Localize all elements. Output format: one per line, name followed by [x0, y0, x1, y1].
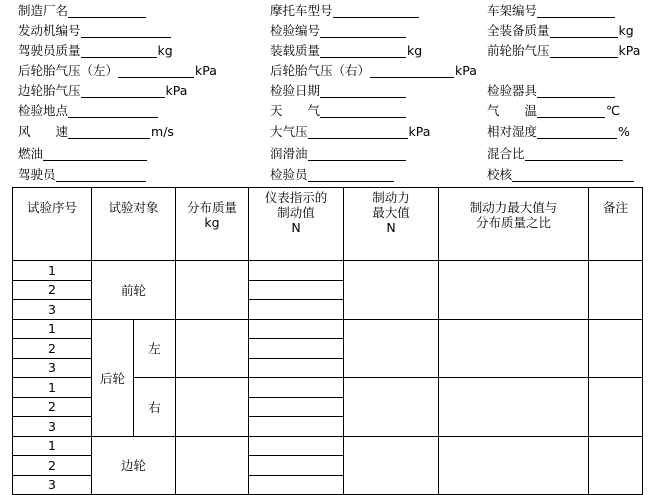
header-seq: 试验序号: [13, 188, 92, 261]
form-field: [487, 124, 630, 139]
field-label: 边轮胎气压: [18, 83, 81, 98]
field-blank[interactable]: [68, 3, 146, 18]
field-label: 制造厂名: [18, 3, 69, 18]
form-row: [0, 146, 655, 166]
indicated-cell[interactable]: [249, 300, 344, 320]
table-row: [13, 436, 643, 456]
field-blank[interactable]: [308, 124, 408, 139]
header-indicated-line: 制动值: [277, 205, 315, 220]
seq-cell: 3: [13, 417, 92, 437]
field-label: 摩托车型号: [270, 3, 333, 18]
table-header-row: [13, 188, 643, 261]
form-field: [487, 43, 640, 58]
form-field: [487, 146, 623, 161]
seq-cell: 3: [13, 300, 92, 320]
field-label: 装载质量: [270, 43, 321, 58]
max-cell[interactable]: [344, 319, 439, 378]
field-blank[interactable]: [370, 63, 454, 78]
form-row: [0, 83, 655, 103]
field-unit: kPa: [195, 63, 217, 78]
mass-cell[interactable]: [176, 261, 249, 320]
header-object: 试验对象: [92, 188, 176, 261]
form-field: [18, 103, 158, 118]
field-blank[interactable]: [320, 43, 406, 58]
header-max: [344, 188, 439, 261]
form-field: [270, 124, 430, 139]
table-row: [13, 319, 643, 339]
indicated-cell[interactable]: [249, 280, 344, 300]
form-field: [270, 167, 394, 182]
field-label: 气 温: [487, 103, 538, 118]
form-field: [18, 124, 174, 139]
form-row: [0, 63, 655, 83]
field-label: 后轮胎气压（左）: [18, 63, 119, 78]
form-field: [270, 83, 406, 98]
indicated-cell[interactable]: [249, 397, 344, 417]
field-label: 驾驶员质量: [18, 43, 81, 58]
field-blank[interactable]: [320, 103, 406, 118]
object-rear-left: 左: [134, 319, 176, 378]
field-blank[interactable]: [537, 3, 615, 18]
form-row: [0, 167, 655, 187]
header-mass-unit: kg: [204, 215, 220, 230]
indicated-cell[interactable]: [249, 339, 344, 359]
field-blank[interactable]: [118, 63, 194, 78]
indicated-cell[interactable]: [249, 475, 344, 495]
header-max-unit: N: [386, 220, 396, 235]
field-unit: kPa: [165, 83, 188, 98]
field-blank[interactable]: [512, 167, 634, 182]
form-field: [18, 63, 217, 78]
field-blank[interactable]: [320, 83, 406, 98]
field-blank[interactable]: [333, 3, 419, 18]
form-field: [18, 23, 171, 38]
field-blank[interactable]: [56, 167, 146, 182]
seq-cell: 1: [13, 261, 92, 281]
remark-cell[interactable]: [589, 378, 643, 437]
form-field: [18, 3, 146, 18]
form-field: [270, 146, 406, 161]
field-label: 检验日期: [270, 83, 321, 98]
field-label: 燃油: [18, 146, 44, 161]
field-blank[interactable]: [537, 124, 617, 139]
form-field: [18, 146, 147, 161]
field-label: 后轮胎气压（右）: [270, 63, 371, 78]
header-ratio-line: 制动力最大值与: [469, 200, 558, 215]
form-field: [487, 23, 634, 38]
seq-cell: 2: [13, 339, 92, 359]
field-label: 发动机编号: [18, 23, 81, 38]
field-blank[interactable]: [525, 146, 623, 161]
field-blank[interactable]: [550, 43, 618, 58]
field-label: 检验员: [270, 167, 308, 182]
max-cell[interactable]: [344, 378, 439, 437]
seq-cell: 3: [13, 475, 92, 495]
field-label: 驾驶员: [18, 167, 56, 182]
brake-test-table: [12, 187, 643, 495]
form-field: [270, 103, 406, 118]
indicated-cell[interactable]: [249, 417, 344, 437]
indicated-cell[interactable]: [249, 358, 344, 378]
form-field: [487, 83, 615, 98]
field-unit: kg: [618, 23, 634, 38]
header-indicated-unit: N: [291, 220, 301, 235]
field-label: 润滑油: [270, 146, 308, 161]
form-row: [0, 103, 655, 123]
remark-cell[interactable]: [589, 261, 643, 320]
field-label: 检验器具: [487, 83, 538, 98]
field-label: 天 气: [270, 103, 321, 118]
field-unit: kPa: [455, 63, 477, 78]
field-label: 全装备质量: [487, 23, 550, 38]
object-rear: 后轮: [92, 319, 134, 436]
header-indicated-line: 仪表指示的: [264, 190, 328, 205]
form-field: [18, 83, 187, 98]
ratio-cell[interactable]: [439, 436, 589, 495]
header-max-line: 最大值: [372, 205, 410, 220]
form-row: [0, 43, 655, 63]
field-blank[interactable]: [68, 124, 150, 139]
form-field: [487, 3, 615, 18]
ratio-cell[interactable]: [439, 261, 589, 320]
field-label: 检验编号: [270, 23, 321, 38]
form-row: [0, 3, 655, 23]
field-unit: %: [618, 124, 630, 139]
mass-cell[interactable]: [176, 436, 249, 495]
max-cell[interactable]: [344, 261, 439, 320]
seq-cell: 2: [13, 456, 92, 476]
seq-cell: 1: [13, 319, 92, 339]
field-blank[interactable]: [81, 83, 165, 98]
field-unit: kg: [407, 43, 423, 58]
header-mass-line: 分布质量: [187, 200, 238, 215]
field-blank[interactable]: [537, 83, 615, 98]
remark-cell[interactable]: [589, 319, 643, 378]
field-blank[interactable]: [308, 167, 394, 182]
field-label: 检验地点: [18, 103, 69, 118]
field-blank[interactable]: [81, 23, 171, 38]
field-label: 车架编号: [487, 3, 538, 18]
indicated-cell[interactable]: [249, 378, 344, 398]
header-mass: [176, 188, 249, 261]
field-label: 大气压: [270, 124, 308, 139]
field-blank[interactable]: [81, 43, 157, 58]
field-unit: ℃: [606, 103, 621, 118]
ratio-cell[interactable]: [439, 378, 589, 437]
form-field: [270, 23, 406, 38]
field-label: 风 速: [18, 124, 69, 139]
max-cell[interactable]: [344, 436, 439, 495]
field-unit: m/s: [151, 124, 174, 139]
field-unit: kPa: [408, 124, 431, 139]
form-row: [0, 124, 655, 144]
field-blank[interactable]: [320, 23, 406, 38]
field-blank[interactable]: [537, 103, 605, 118]
object-front: 前轮: [92, 261, 176, 320]
field-blank[interactable]: [550, 23, 618, 38]
indicated-cell[interactable]: [249, 436, 344, 456]
field-unit: kPa: [618, 43, 641, 58]
object-side: 边轮: [92, 436, 176, 495]
field-label: 前轮胎气压: [487, 43, 550, 58]
indicated-cell[interactable]: [249, 319, 344, 339]
seq-cell: 3: [13, 358, 92, 378]
form-field: [270, 3, 419, 18]
object-rear-right: 右: [134, 378, 176, 437]
field-label: 相对湿度: [487, 124, 538, 139]
indicated-cell[interactable]: [249, 261, 344, 281]
form-field: [18, 167, 146, 182]
remark-cell[interactable]: [589, 436, 643, 495]
field-unit: kg: [157, 43, 173, 58]
header-indicated: [249, 188, 344, 261]
header-ratio-line: 分布质量之比: [476, 215, 552, 230]
form-field: [487, 103, 620, 118]
indicated-cell[interactable]: [249, 456, 344, 476]
seq-cell: 1: [13, 436, 92, 456]
seq-cell: 2: [13, 280, 92, 300]
field-blank[interactable]: [308, 146, 406, 161]
form-field: [270, 43, 422, 58]
field-blank[interactable]: [68, 103, 158, 118]
ratio-cell[interactable]: [439, 319, 589, 378]
field-label: 校核: [487, 167, 513, 182]
field-label: 混合比: [487, 146, 525, 161]
form-row: [0, 23, 655, 43]
header-remark: 备注: [589, 188, 643, 261]
form-field: [270, 63, 477, 78]
header-ratio: [439, 188, 589, 261]
table-row: [13, 261, 643, 281]
field-blank[interactable]: [43, 146, 147, 161]
form-field: [487, 167, 634, 182]
header-max-line: 制动力: [372, 190, 410, 205]
seq-cell: 2: [13, 397, 92, 417]
mass-cell[interactable]: [176, 319, 249, 378]
seq-cell: 1: [13, 378, 92, 398]
form-field: [18, 43, 173, 58]
mass-cell[interactable]: [176, 378, 249, 437]
